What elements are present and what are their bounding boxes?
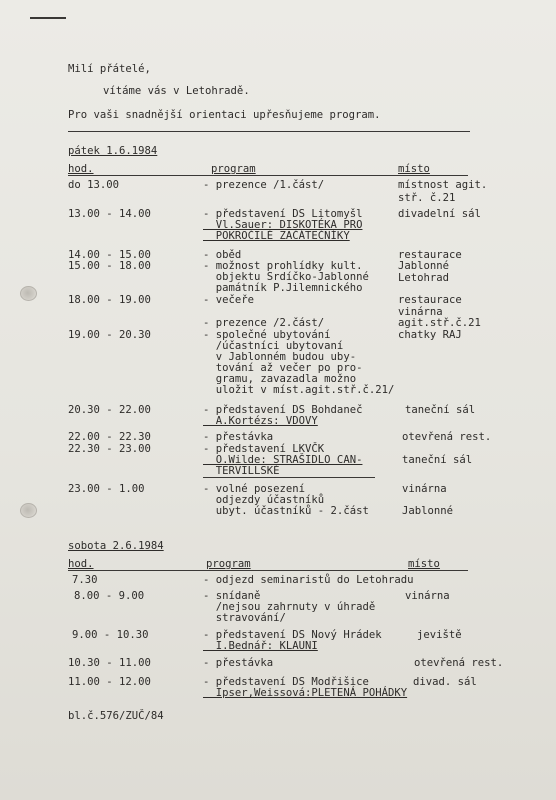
friday-row-program: - představení LKVČK [203, 443, 325, 455]
friday-row-time: 20.30 - 22.00 [68, 404, 151, 416]
friday-row-program: /účastníci ubytovaní [203, 340, 344, 352]
friday-row-time: do 13.00 [68, 179, 120, 191]
footer-reference: bl.č.576/ZUČ/84 [68, 710, 164, 722]
friday-row-place: místnost agit. [398, 179, 488, 191]
saturday-head-place: místo [408, 558, 440, 570]
saturday-row-time: 9.00 - 10.30 [72, 629, 149, 641]
friday-row-time: 14.00 - 15.00 [68, 249, 151, 261]
friday-row-place: vinárna [398, 306, 443, 318]
friday-row-program: tování až večer po pro- [203, 362, 363, 374]
friday-row-place: restaurace [398, 294, 462, 306]
saturday-head-rule [68, 570, 468, 571]
friday-row-program: - možnost prohlídky kult. [203, 260, 363, 272]
friday-row-place: Jablonné [398, 260, 450, 272]
friday-row-place: agit.stř.č.21 [398, 317, 481, 329]
saturday-date: sobota 2.6.1984 [68, 540, 164, 552]
friday-row-place: taneční sál [402, 454, 473, 466]
friday-row-place: taneční sál [405, 404, 476, 416]
friday-row-program: - volné posezení [203, 483, 306, 495]
friday-row-program: POKROČILÉ ZAČÁTEČNÍKY [203, 230, 350, 242]
saturday-row-program: stravování/ [203, 612, 286, 624]
friday-row-program: Vl.Sauer: DISKOTÉKA PRO [203, 219, 363, 231]
friday-row-time: 22.00 - 22.30 [68, 431, 151, 443]
friday-row-program: v Jablonném budou uby- [203, 351, 357, 363]
friday-head-place: místo [398, 163, 430, 175]
friday-head-program: program [211, 163, 256, 175]
friday-row-place: stř. č.21 [398, 192, 456, 204]
friday-head-time: hod. [68, 163, 94, 175]
friday-row-underline [203, 477, 375, 478]
punch-hole-upper [20, 286, 37, 301]
friday-row-program: TERVILLSKÉ [203, 465, 280, 477]
saturday-row-place: divad. sál [413, 676, 477, 688]
top-dash-mark [30, 17, 66, 19]
friday-row-program: A.Kortézs: VDOVY [203, 415, 318, 427]
saturday-row-time: 11.00 - 12.00 [68, 676, 151, 688]
saturday-row-program: - odjezd seminaristů do Letohradu [203, 574, 414, 586]
friday-row-place: Jablonné [402, 505, 454, 517]
friday-row-time: 18.00 - 19.00 [68, 294, 151, 306]
greeting-line-1: Milí přátelé, [68, 63, 151, 75]
friday-row-time: 15.00 - 18.00 [68, 260, 151, 272]
friday-row-program: - večeře [203, 294, 255, 306]
friday-row-program: památník P.Jilemnického [203, 282, 363, 294]
friday-row-time: 23.00 - 1.00 [68, 483, 145, 495]
friday-row-place: vinárna [402, 483, 447, 495]
saturday-row-program: /nejsou zahrnuty v úhradě [203, 601, 376, 613]
saturday-row-time: 8.00 - 9.00 [74, 590, 145, 602]
friday-row-place: divadelní sál [398, 208, 481, 220]
friday-row-program: O.Wilde: STRAŠIDLO CAN- [203, 454, 363, 466]
saturday-row-program: - představení DS Modřišice [203, 676, 369, 688]
greeting-line-2: vítáme vás v Letohradě. [103, 85, 250, 97]
greeting-line-3: Pro vaši snadnější orientaci upřesňujeme program. [68, 109, 381, 121]
friday-row-place: chatky RAJ [398, 329, 462, 341]
saturday-row-place: jeviště [417, 629, 462, 641]
friday-date: pátek 1.6.1984 [68, 145, 158, 157]
saturday-head-program: program [206, 558, 251, 570]
friday-row-program: - představení DS Litomyšl [203, 208, 363, 220]
friday-row-place: Letohrad [398, 272, 450, 284]
saturday-head-time: hod. [68, 558, 94, 570]
friday-head-rule [68, 175, 468, 176]
friday-row-place: restaurace [398, 249, 462, 261]
friday-row-program: ubyt. účastníků - 2.část [203, 505, 369, 517]
friday-row-time: 13.00 - 14.00 [68, 208, 151, 220]
friday-row-program: objektu Srdíčko-Jablonné [203, 271, 369, 283]
saturday-row-time: 7.30 [72, 574, 98, 586]
saturday-row-program: Ipser,Weissová:PLETENÁ POHÁDKY [203, 687, 408, 699]
saturday-row-program: - představení DS Nový Hrádek [203, 629, 382, 641]
friday-row-time: 19.00 - 20.30 [68, 329, 151, 341]
saturday-row-place: vinárna [405, 590, 450, 602]
saturday-row-place: otevřená rest. [414, 657, 504, 669]
friday-row-place: otevřená rest. [402, 431, 492, 443]
friday-row-program: - prezence /1.část/ [203, 179, 325, 191]
separator-rule [68, 131, 470, 132]
friday-row-program: - představení DS Bohdaneč [203, 404, 363, 416]
punch-hole-lower [20, 503, 37, 518]
saturday-row-program: - snídaně [203, 590, 261, 602]
friday-row-program: uložit v míst.agit.stř.č.21/ [203, 384, 395, 396]
friday-row-program: - společné ubytování [203, 329, 331, 341]
friday-row-program: odjezdy účastníků [203, 494, 325, 506]
friday-row-program: - prezence /2.část/ [203, 317, 325, 329]
saturday-row-program: - přestávka [203, 657, 274, 669]
saturday-row-time: 10.30 - 11.00 [68, 657, 151, 669]
saturday-row-program: I.Bednář: KLAUNI [203, 640, 318, 652]
friday-row-program: - přestávka [203, 431, 274, 443]
friday-row-time: 22.30 - 23.00 [68, 443, 151, 455]
friday-row-program: gramu, zavazadla možno [203, 373, 357, 385]
friday-row-program: - oběd [203, 249, 242, 261]
